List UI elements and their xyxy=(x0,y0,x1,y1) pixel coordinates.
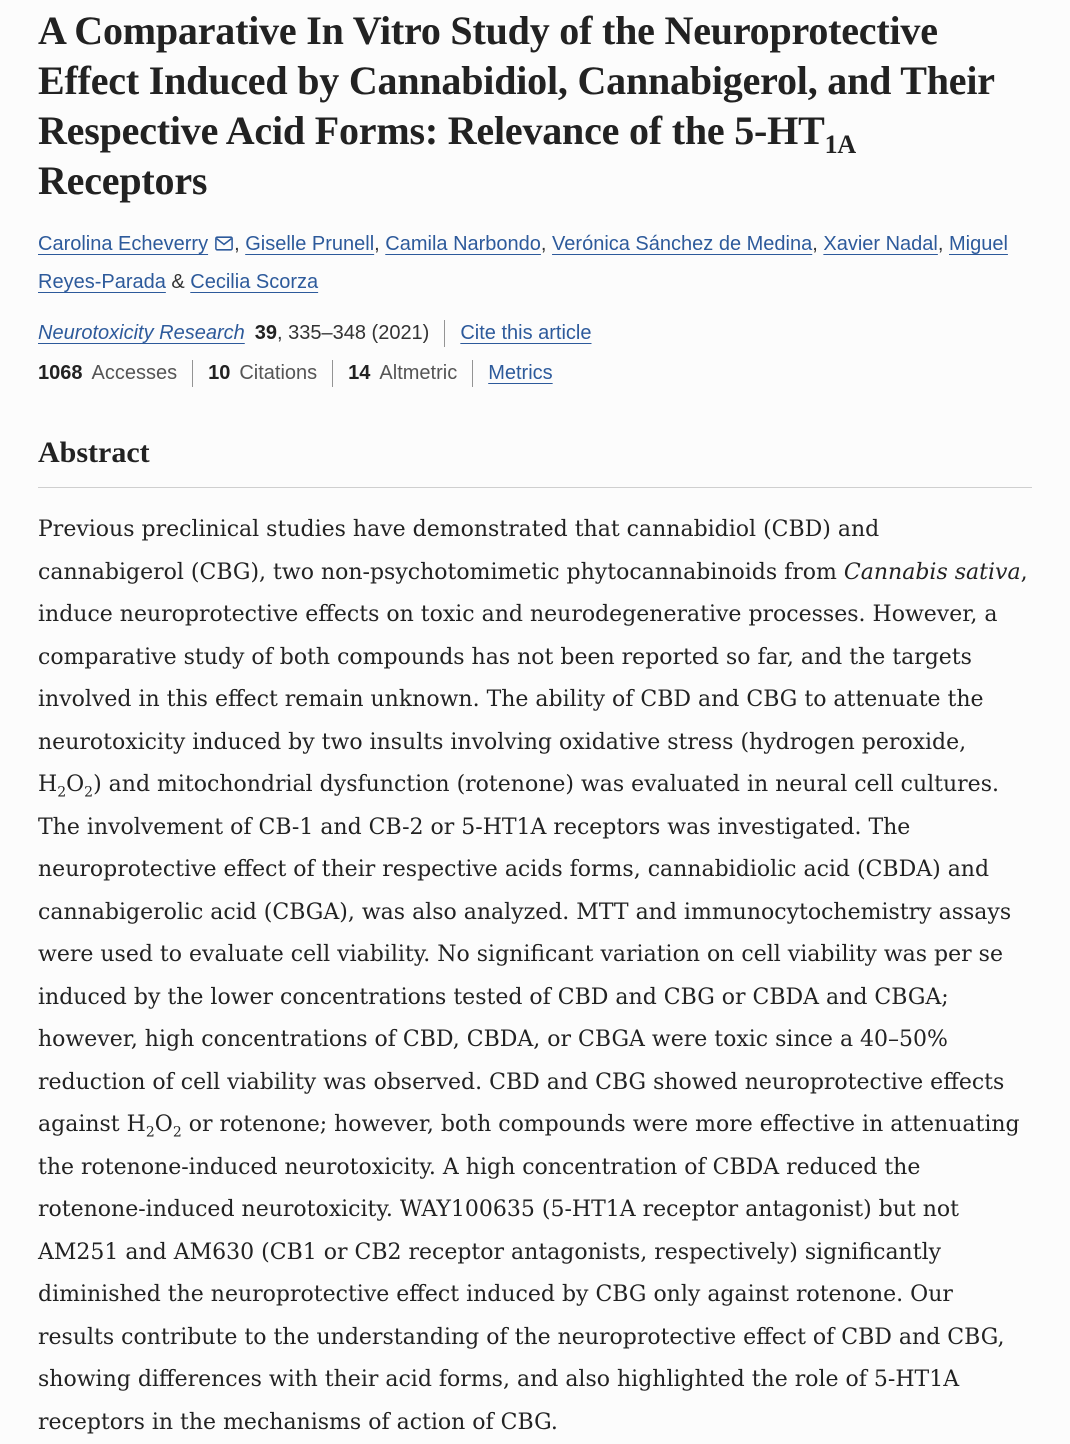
author-link-carolina-echeverry[interactable]: Carolina Echeverry xyxy=(38,233,209,255)
abstract-segment: Previous preclinical studies have demonstrated that cannabidiol (CBD) and cannabigerol (CBG), two non-psychotomimetic phytocannabinoids from xyxy=(38,517,880,585)
author-item xyxy=(823,233,949,255)
abstract-segment: ) and mitochondrial dysfunction (rotenone) was evaluated in neural cell cultures. The involvement of CB-1 and CB-2 or 5-HT1A receptors was investigated. The neuroprotective effect of their respective acids forms, cannabidiolic acid (CBDA) and cannabigerolic acid (CBGA), was also analyzed. MTT and immunocytochemistry assays were used to evaluate cell viability. No significant variation on cell viability was per se induced by the lower concentrations tested of CBD and CBG or CBDA and CBGA; however, high concentrations of CBD, CBDA, or CBGA were toxic since a 40–50% reduction of cell viability was observed. CBD and CBG showed neuroprotective effects against H xyxy=(38,772,1012,1137)
journal-link[interactable]: Neurotoxicity Research xyxy=(38,322,245,344)
author-separator: , xyxy=(234,233,246,255)
author-item xyxy=(385,233,552,255)
abstract-segment: or rotenone; however, both compounds were more effective in attenuating the rotenone-induced neurotoxicity. A high concentration of CBDA reduced the rotenone-induced neurotoxicity. WAY100635 (5-HT1A receptor antagonist) but not AM251 and AM630 (CB1 or CB2 receptor antagonists, respectively) significantly diminished the neuroprotective effect induced by CBG only against rotenone. Our results contribute to the understanding of the neuroprotective effect of CBD and CBG, showing differences with their acid forms, and also highlighted the role of 5-HT1A receptors in the mechanisms of action of CBG. xyxy=(38,1112,1020,1435)
email-icon[interactable] xyxy=(215,227,233,264)
author-link-xavier-nadal[interactable]: Xavier Nadal xyxy=(823,233,938,255)
page-title xyxy=(38,6,1032,206)
altmetric-count: 14 xyxy=(348,362,371,384)
author-separator: , xyxy=(812,233,824,255)
accesses-count: 1068 xyxy=(38,362,83,384)
altmetric-label: Altmetric xyxy=(379,362,458,384)
citations-count: 10 xyxy=(208,362,231,384)
author-item xyxy=(552,233,823,255)
abstract-subscript: 2 xyxy=(145,1124,155,1141)
cite-this-article-link[interactable]: Cite this article xyxy=(460,322,592,344)
author-item xyxy=(190,271,318,293)
author-separator: & xyxy=(165,271,191,293)
author-link-giselle-prunell[interactable]: Giselle Prunell xyxy=(245,233,375,255)
author-separator: , xyxy=(540,233,553,255)
author-item xyxy=(245,233,385,255)
vertical-divider xyxy=(332,360,333,387)
abstract-segment: O xyxy=(154,1112,173,1137)
vertical-divider xyxy=(192,360,193,387)
metrics-bar xyxy=(38,359,1032,387)
abstract-italic-species: Cannabis sativa xyxy=(843,559,1021,585)
pages-and-year: , 335–348 (2021) xyxy=(277,322,430,344)
metrics-link[interactable]: Metrics xyxy=(488,362,553,384)
author-link-miguel-reyes-parada[interactable]: Miguel Reyes-Parada xyxy=(38,233,1008,293)
author-separator: , xyxy=(937,233,949,255)
abstract-heading: Abstract xyxy=(38,436,150,469)
author-link-camila-narbondo[interactable]: Camila Narbondo xyxy=(385,233,541,255)
vertical-divider xyxy=(472,360,473,387)
title-subscript: 1A xyxy=(824,130,856,159)
abstract-section xyxy=(38,437,1032,1444)
author-separator: , xyxy=(374,233,386,255)
title-text-end: Receptors xyxy=(38,158,208,203)
accesses-label: Accesses xyxy=(91,362,178,384)
journal-volume: 39 xyxy=(254,322,277,344)
citation-bar xyxy=(38,319,1032,347)
abstract-segment: , induce neuroprotective effects on toxic and neurodegenerative processes. However, a comparative study of both compounds has not been reported so far, and the targets involved in this effect remain unknown. The ability of CBD and CBG to attenuate the neurotoxicity induced by two insults involving oxidative stress (hydrogen peroxide, H xyxy=(38,559,1028,797)
citations-label: Citations xyxy=(239,362,318,384)
abstract-subscript: 2 xyxy=(84,784,94,801)
author-list xyxy=(38,226,1032,301)
abstract-text xyxy=(38,509,1032,1444)
abstract-segment: O xyxy=(66,772,85,797)
vertical-divider xyxy=(444,320,445,347)
title-text: A Comparative In Vitro Study of the Neuroprotective Effect Induced by Cannabidiol, Cannabigerol, and Their Respective Acid Forms: Relevance of the 5-HT xyxy=(38,8,995,153)
abstract-subscript: 2 xyxy=(172,1124,182,1141)
author-item xyxy=(38,233,245,255)
author-link-veronica-sanchez-de-medina[interactable]: Verónica Sánchez de Medina xyxy=(552,233,813,255)
author-link-cecilia-scorza[interactable]: Cecilia Scorza xyxy=(190,271,319,293)
abstract-subscript: 2 xyxy=(57,784,67,801)
section-divider xyxy=(38,487,1032,488)
